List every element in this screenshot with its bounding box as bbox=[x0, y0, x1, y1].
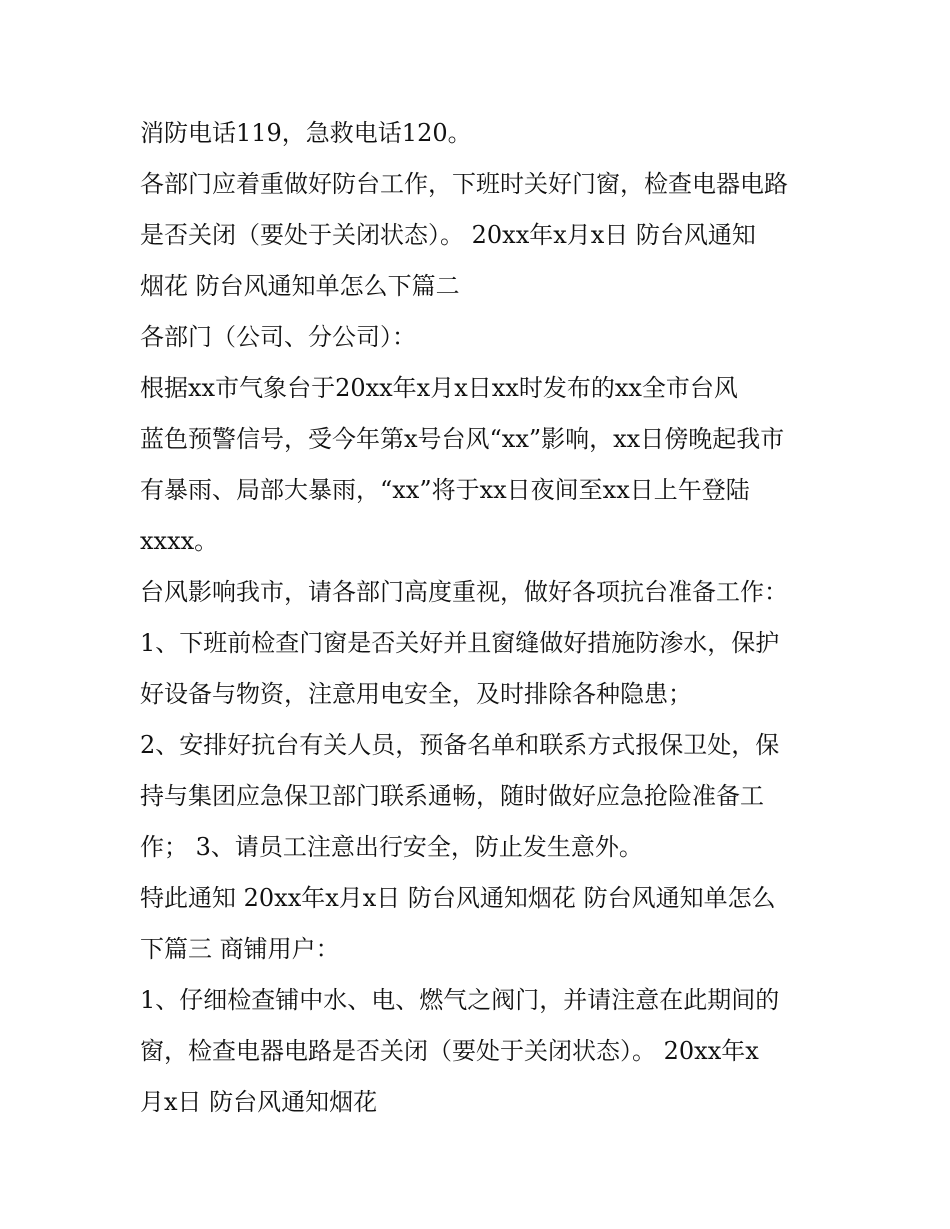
text-line: 烟花 防台风通知单怎么下篇二 bbox=[140, 272, 460, 300]
text-line: 2、安排好抗台有关人员，预备名单和联系方式报保卫处，保 bbox=[140, 731, 780, 759]
text-line: 各部门应着重做好防台工作，下班时关好门窗，检查电器电路 bbox=[140, 170, 788, 198]
text-line: 根据xx市气象台于20xx年x月x日xx时发布的xx全市台风 bbox=[140, 374, 738, 402]
text-line: xxxx。 bbox=[140, 527, 219, 555]
text-line: 下篇三 商铺用户： bbox=[140, 935, 340, 963]
text-line: 特此通知 20xx年x月x日 防台风通知烟花 防台风通知单怎么 bbox=[140, 884, 776, 912]
text-line: 1、仔细检查铺中水、电、燃气之阀门，并请注意在此期间的 bbox=[140, 986, 780, 1014]
text-line: 1、下班前检查门窗是否关好并且窗缝做好措施防渗水，保护 bbox=[140, 629, 780, 657]
text-line: 蓝色预警信号，受今年第x号台风“xx”影响，xx日傍晚起我市 bbox=[140, 425, 785, 453]
text-line: 有暴雨、局部大暴雨，“xx”将于xx日夜间至xx日上午登陆 bbox=[140, 476, 750, 504]
text-line: 作； 3、请员工注意出行安全，防止发生意外。 bbox=[140, 833, 643, 861]
text-line: 窗，检查电器电路是否关闭（要处于关闭状态）。 20xx年x bbox=[140, 1037, 759, 1065]
text-line: 台风影响我市，请各部门高度重视，做好各项抗台准备工作： bbox=[140, 578, 788, 606]
text-line: 月x日 防台风通知烟花 bbox=[140, 1088, 378, 1116]
text-line: 消防电话119，急救电话120。 bbox=[140, 119, 472, 147]
text-line: 持与集团应急保卫部门联系通畅，随时做好应急抢险准备工 bbox=[140, 782, 764, 810]
text-line: 是否关闭（要处于关闭状态）。 20xx年x月x日 防台风通知 bbox=[140, 221, 756, 249]
document-body bbox=[140, 108, 820, 1128]
text-line: 各部门（公司、分公司）： bbox=[140, 323, 416, 351]
text-line: 好设备与物资，注意用电安全，及时排除各种隐患； bbox=[140, 680, 692, 708]
